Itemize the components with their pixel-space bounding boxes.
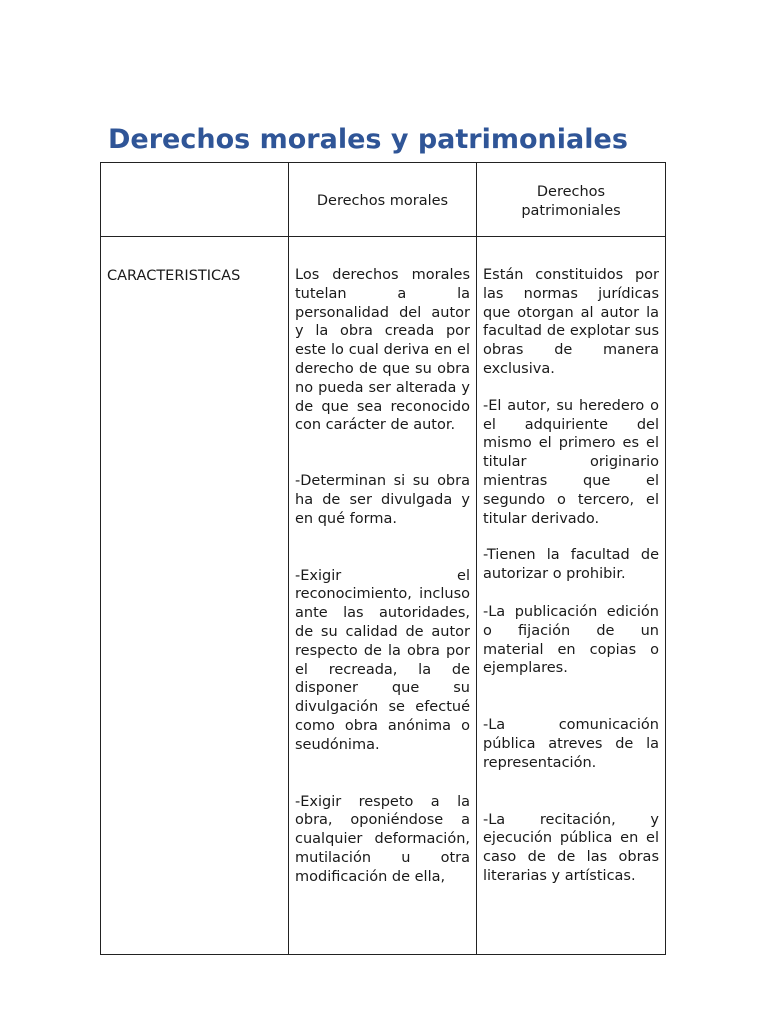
patrimonial-paragraph: Están constituidos por las normas jurídicas que otorgan al autor la facultad de explotar sus obras de manera exclusiva. (483, 267, 659, 377)
patrimonial-paragraph: -La recitación, y ejecución pública en el caso de de las obras literarias y artísticas. (483, 811, 659, 884)
patrimonial-paragraph: -La comunicación pública atreves de la representación. (483, 717, 659, 771)
row-label-cell (101, 237, 289, 955)
rights-comparison-table (100, 162, 666, 955)
moral-paragraph: -Exigir respeto a la obra, oponiéndose a cualquier deformación, mutilación u otra modificación de ella, (295, 793, 470, 885)
moral-paragraph: Los derechos morales tutelan a la personalidad del autor y la obra creada por este lo cual deriva en el derecho de que su obra no pueda ser alterada y de que sea reconocido con carácter de autor. (295, 267, 470, 434)
table-row (101, 237, 666, 955)
moral-rights-cell (289, 237, 477, 955)
patrimonial-paragraph: -La publicación edición o fijación de un material en copias o ejemplares. (483, 603, 659, 677)
header-empty-cell (101, 163, 289, 237)
moral-rights-content (295, 266, 470, 925)
header-patrimonial-rights-label: Derechos patrimoniales (521, 183, 621, 219)
header-moral-rights-label: Derechos morales (316, 193, 449, 209)
patrimonial-rights-content (483, 266, 659, 925)
moral-paragraph: -Determinan si su obra ha de ser divulgada y en qué forma. (295, 473, 470, 527)
header-moral-rights (289, 163, 477, 237)
header-patrimonial-rights (477, 163, 666, 237)
document-title: Derechos morales y patrimoniales (108, 124, 628, 155)
moral-paragraph: -Exigir el reconocimiento, incluso ante las autoridades, de su calidad de autor respecto de la obra por el recreada, la de disponer que su divulgación se efectué como obra anónima o seudónima. (295, 567, 470, 753)
row-label-caracteristicas: CARACTERISTICAS (107, 268, 241, 284)
patrimonial-paragraph: -El autor, su heredero o el adquiriente del mismo el primero es el titular originario mientras que el segundo o tercero, el titular derivado. (483, 397, 659, 527)
patrimonial-rights-cell (477, 237, 666, 955)
table-header-row (101, 163, 666, 237)
patrimonial-paragraph: -Tienen la facultad de autorizar o prohibir. (483, 547, 659, 583)
